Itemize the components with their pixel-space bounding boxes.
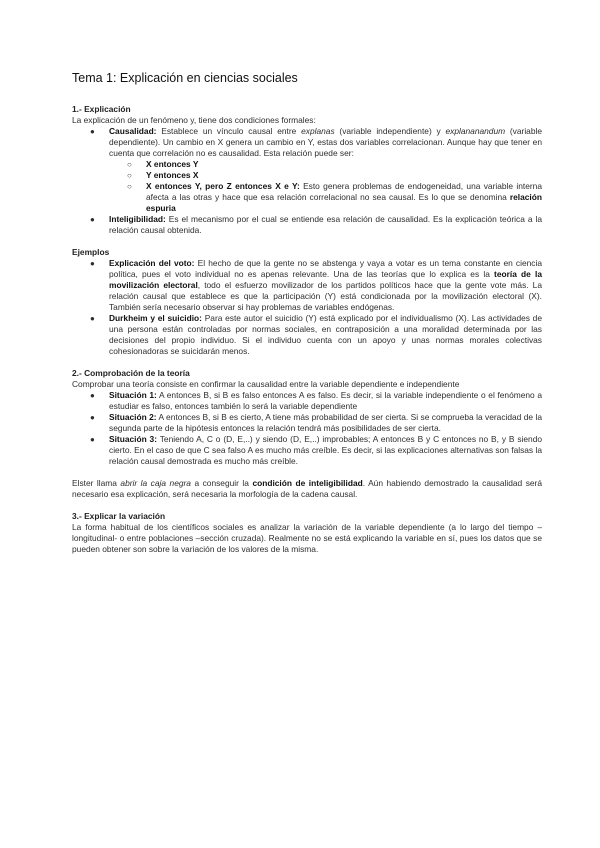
bullet-icon: ●: [90, 391, 95, 400]
bullet-icon: ●: [90, 215, 95, 224]
section-variacion: [72, 511, 542, 555]
list-item: ● Explicación del voto: El hecho de que la gente no se abstenga y vaya a votar es un tema constante en ciencia política, pues el voto individual no es apenas relevante. Una de las teorías que lo explica es la teoría de la movilización electoral, todo el esfuerzo movilizador de los partidos políticos hace que la gente vote más. La relación causal que establece es que la participación (Y) está condicionada por la movilización electoral (X). También sería necesario observar si hay problemas de variables endógenas.: [90, 258, 543, 312]
section-heading: 1.- Explicación: [72, 104, 131, 114]
bullet-list: [72, 258, 542, 357]
bullet-icon: ●: [90, 435, 95, 444]
bullet-icon: ●: [90, 259, 95, 268]
sub-list-item: ○ Y entonces X: [127, 170, 199, 180]
paragraph: La explicación de un fenómeno y, tiene dos condiciones formales:: [72, 115, 316, 125]
bullet-icon: ●: [90, 413, 95, 422]
section-explicacion: [72, 104, 542, 236]
section-heading: 2.- Comprobación de la teoría: [72, 368, 190, 378]
list-item: ● Situación 2: A entonces B, si B es cierto, A tiene más probabilidad de ser cierta. Si se comprueba la veracidad de la segunda parte de la hipótesis entonces la relación tendrá más posibilidades de ser cierta.: [90, 412, 542, 433]
bullet-list: [72, 390, 542, 467]
page-title: Tema 1: Explicación en ciencias sociales: [72, 71, 298, 85]
section-heading: Ejemplos: [72, 247, 110, 257]
circle-bullet-icon: ○: [127, 182, 132, 191]
sub-list-item: ○ X entonces Y: [127, 159, 199, 169]
paragraph: Elster llama abrir la caja negra a conseguir la condición de inteligibilidad. Aún habiendo demostrado la causalidad será necesario esa explicación, será necesaria la morfología de la cadena causal.: [72, 478, 542, 499]
paragraph: La forma habitual de los científicos sociales es analizar la variación de la variable dependiente (a lo largo del tiempo –longitudinal- o entre poblaciones –sección cruzada). Realmente no se está explicando la variable en sí, pues los datos que se pueden obtener son sobre la variación de los valores de la misma.: [72, 522, 542, 554]
bullet-icon: ●: [90, 314, 95, 323]
circle-bullet-icon: ○: [127, 171, 132, 180]
paragraph: Comprobar una teoría consiste en confirmar la causalidad entre la variable dependiente e independiente: [72, 379, 460, 389]
list-item: ● Inteligibilidad: Es el mecanismo por el cual se entiende esa relación de causalidad. Es la explicación teórica a la relación causal obtenida.: [90, 214, 542, 235]
list-item: ● Durkheim y el suicidio: Para este autor el suicidio (Y) está explicado por el individualismo (X). Las actividades de una persona están controladas por normas sociales, en contraposición a una moralidad determinada por las decisiones del propio individuo. Si el individuo cuenta con un apoyo y unas normas morales colectivas cohesionadoras se suicidarán menos.: [90, 313, 543, 356]
bullet-icon: ●: [90, 127, 95, 136]
bullet-list: [72, 126, 542, 236]
section-comprobacion: [72, 368, 542, 500]
circle-bullet-icon: ○: [127, 160, 132, 169]
list-item: ● Situación 3: Teniendo A, C o (D, E,..) y siendo (D, E,..) improbables; A entonces B y C entonces no B, y B siendo cierto. En el caso de que C sea falso A es mucho más creíble. Es decir, si las explicaciones alternativas son falsas la relación causal demostrada es mucho más creíble.: [90, 434, 543, 466]
list-item: ● Causalidad: Establece un vínculo causal entre explanas (variable independiente) y explananandum (variable dependiente). Un cambio en X genera un cambio en Y, estas dos variables correlacionan. Aunque hay que tener en cuenta que correlación no es causalidad. Esta relación puede ser: ○ X entonces Y ○ Y entonces X ○ X entonces Y, pero Z entonces X e Y: Esto genera problemas de endogeneidad, una variable interna afecta a las otras y hace que esa relación correlacional no sea causal. Es lo que se denomina relación espuria: [90, 126, 543, 213]
sub-list-item: ○ X entonces Y, pero Z entonces X e Y: Esto genera problemas de endogeneidad, una variable interna afecta a las otras y hace que esa relación correlacional no sea causal. Es lo que se denomina relación espuria: [127, 181, 542, 213]
list-item: ● Situación 1: A entonces B, si B es falso entonces A es falso. Es decir, si la variable independiente o el fenómeno a estudiar es falso, entonces también lo será la variable dependiente: [90, 390, 543, 411]
section-ejemplos: [72, 247, 542, 357]
section-heading: 3.- Explicar la variación: [72, 511, 166, 521]
sub-list: [109, 159, 542, 214]
